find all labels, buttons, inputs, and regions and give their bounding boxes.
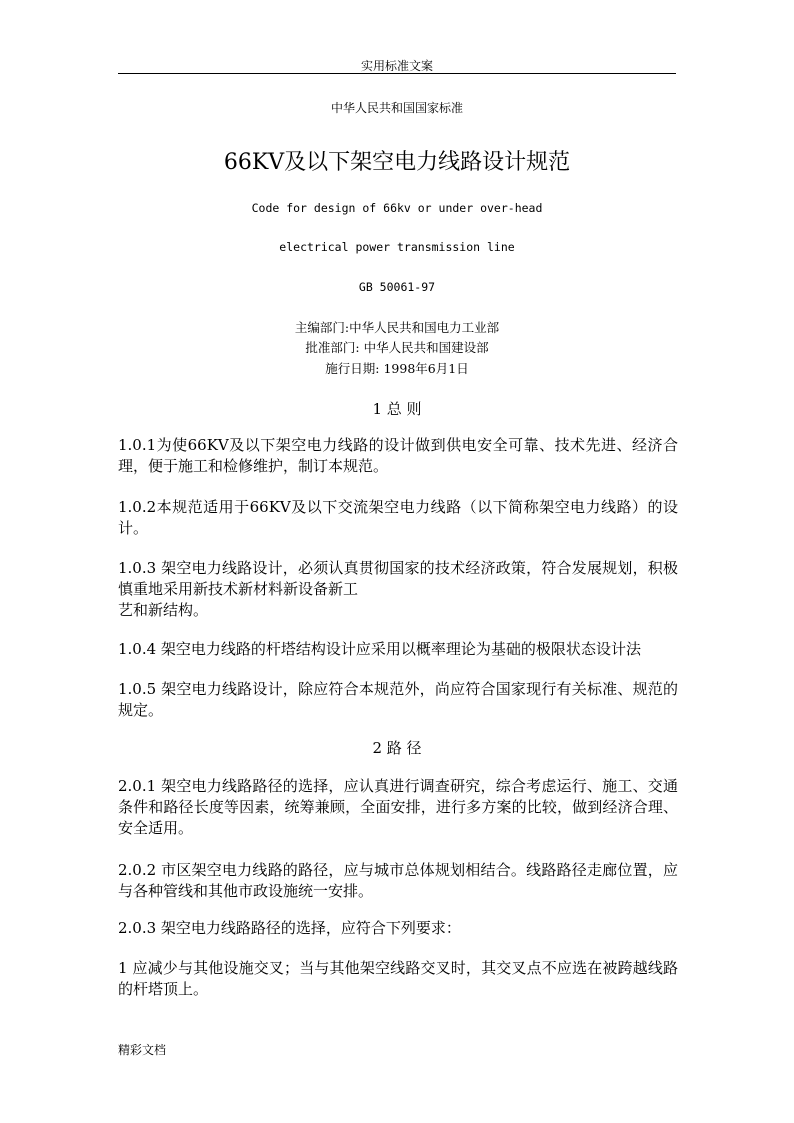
standard-code: GB 50061-97 <box>358 280 436 294</box>
clause-1-0-4: 1.0.4 架空电力线路的杆塔结构设计应采用以概率理论为基础的极限状态设计法 <box>118 640 641 658</box>
effective-date: 施行日期: 1998年6月1日 <box>325 361 469 376</box>
clause-1-0-5: 1.0.5 架空电力线路设计，除应符合本规范外，尚应符合国家现行有关标准、规范的规定。 <box>118 680 678 719</box>
document-title: 66KV及以下架空电力线路设计规范 <box>223 150 571 175</box>
header-rule <box>118 73 676 74</box>
english-title-line-2: electrical power transmission line <box>279 240 515 254</box>
clause-1-0-2: 1.0.2本规范适用于66KV及以下交流架空电力线路（以下简称架空电力线路）的设计。 <box>118 498 678 537</box>
clause-2-0-3: 2.0.3 架空电力线路路径的选择，应符合下列要求： <box>118 919 461 937</box>
approval-department: 批准部门: 中华人民共和国建设部 <box>305 340 489 355</box>
section-2-heading: 2 路 径 <box>372 739 422 757</box>
english-title-line-1: Code for design of 66kv or under over-head <box>251 201 543 215</box>
clause-2-0-2: 2.0.2 市区架空电力线路的路径，应与城市总体规划相结合。线路路径走廊位置，应与各种管线和其他市政设施统一安排。 <box>118 861 678 900</box>
clause-1-0-3: 1.0.3 架空电力线路设计，必须认真贯彻国家的技术经济政策，符合发展规划，积极慎重地采用新技术新材料新设备新工 <box>118 559 678 598</box>
clause-2-0-3-item-1: 1 应减少与其他设施交叉；当与其他架空线路交叉时，其交叉点不应选在被跨越线路的杆塔顶上。 <box>118 959 678 998</box>
standard-label: 中华人民共和国国家标准 <box>330 101 463 115</box>
section-1-heading: 1 总 则 <box>372 400 422 418</box>
page-footer: 精彩文档 <box>118 1043 167 1057</box>
editor-department: 主编部门:中华人民共和国电力工业部 <box>294 320 500 335</box>
clause-2-0-1: 2.0.1 架空电力线路路径的选择，应认真进行调查研究，综合考虑运行、施工、交通条件和路径长度等因素，统筹兼顾，全面安排，进行多方案的比较，做到经济合理、安全适用。 <box>118 777 678 837</box>
clause-1-0-3-continued: 艺和新结构。 <box>118 601 209 619</box>
clause-1-0-1: 1.0.1为使66KV及以下架空电力线路的设计做到供电安全可靠、技术先进、经济合理，便于施工和检修维护，制订本规范。 <box>118 436 678 475</box>
page-header: 实用标准文案 <box>360 59 433 73</box>
